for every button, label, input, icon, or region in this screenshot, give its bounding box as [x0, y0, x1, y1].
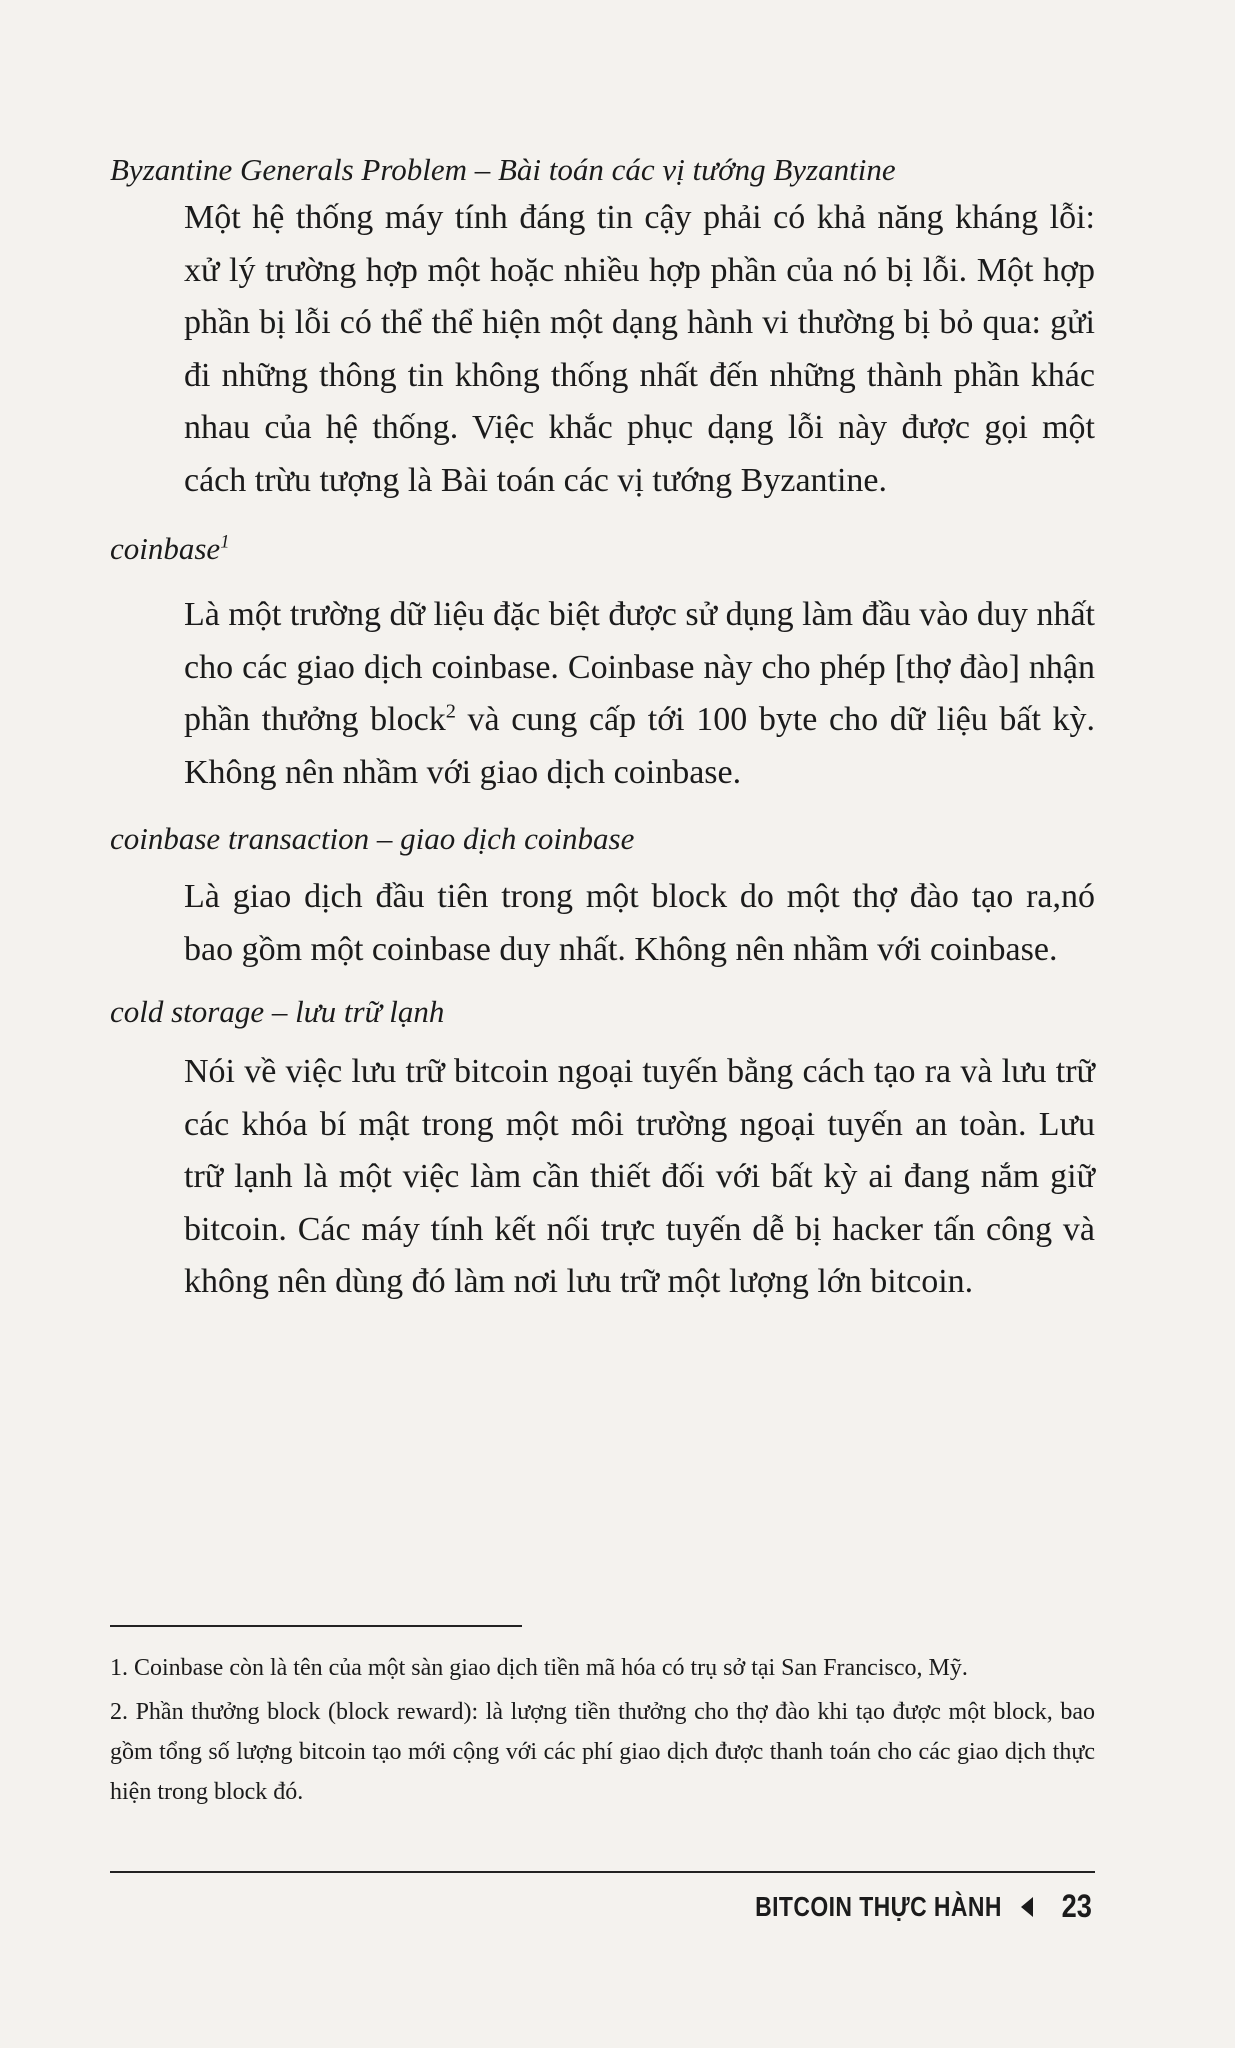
entry-definition: Một hệ thống máy tính đáng tin cậy phải có khả năng kháng lỗi: xử lý trường hợp một hoặc nhiều hợp phần của nó bị lỗi. Một hợp phần bị lỗi có thể thể hiện một dạng hành vi thường bị bỏ qua: gửi đi những thông tin không thống nhất đến những thành phần khác nhau của hệ thống. Việc khắc phục dạng lỗi này được gọi một cách trừu tượng là Bài toán các vị tướng Byzantine.	[184, 199, 1095, 499]
entry-definition-text: Là một trường dữ liệu đặc biệt được sử dụng làm đầu vào duy nhất cho các giao dịch coinbase. Coinbase này cho phép [thợ đào] nhận phần thưởng block	[184, 596, 1095, 738]
entry-term: Byzantine Generals Problem – Bài toán các vị tướng Byzantine	[110, 152, 896, 187]
footnote-1: 1. Coinbase còn là tên của một sàn giao dịch tiền mã hóa có trụ sở tại San Francisco, Mỹ.	[110, 1655, 968, 1681]
running-title: BITCOIN THỰC HÀNH	[754, 1890, 1002, 1922]
page-number: 23	[1062, 1888, 1093, 1924]
footnote-divider	[110, 1625, 522, 1627]
glossary-entry	[110, 150, 1095, 507]
page-body	[110, 150, 1095, 1309]
entry-definition-text-rest: và cung cấp tới 100 byte cho dữ liệu bất kỳ. Không nên nhầm với giao dịch coinbase.	[184, 701, 1096, 791]
glossary-entry	[110, 529, 1095, 799]
entry-term: cold storage – lưu trữ lạnh	[110, 994, 445, 1029]
footnote-ref[interactable]: 2	[445, 700, 456, 723]
glossary-entry	[110, 819, 1095, 976]
footnote-2: 2. Phần thưởng block (block reward): là lượng tiền thưởng cho thợ đào khi tạo được một block, bao gồm tổng số lượng bitcoin tạo mới cộng với các phí giao dịch được thanh toán cho các giao dịch thực hiện trong block đó.	[110, 1699, 1095, 1805]
left-triangle-icon	[1021, 1897, 1033, 1917]
footnotes	[110, 1648, 1095, 1816]
entry-term	[110, 529, 1095, 569]
footnote-ref[interactable]: 1	[220, 531, 230, 553]
entry-definition: Là giao dịch đầu tiên trong một block do một thợ đào tạo ra,nó bao gồm một coinbase duy nhất. Không nên nhầm với coinbase.	[184, 878, 1095, 968]
entry-term-text: coinbase	[110, 531, 221, 566]
entry-definition	[110, 589, 1095, 799]
page-footer	[701, 1888, 1095, 1925]
entry-definition: Nói về việc lưu trữ bitcoin ngoại tuyến bằng cách tạo ra và lưu trữ các khóa bí mật trong một môi trường ngoại tuyến an toàn. Lưu trữ lạnh là một việc làm cần thiết đối với bất kỳ ai đang nắm giữ bitcoin. Các máy tính kết nối trực tuyến dễ bị hacker tấn công và không nên dùng đó làm nơi lưu trữ một lượng lớn bitcoin.	[184, 1053, 1095, 1300]
entry-term: coinbase transaction – giao dịch coinbase	[110, 821, 635, 856]
glossary-entry	[110, 992, 1095, 1309]
footer-divider	[110, 1871, 1095, 1873]
